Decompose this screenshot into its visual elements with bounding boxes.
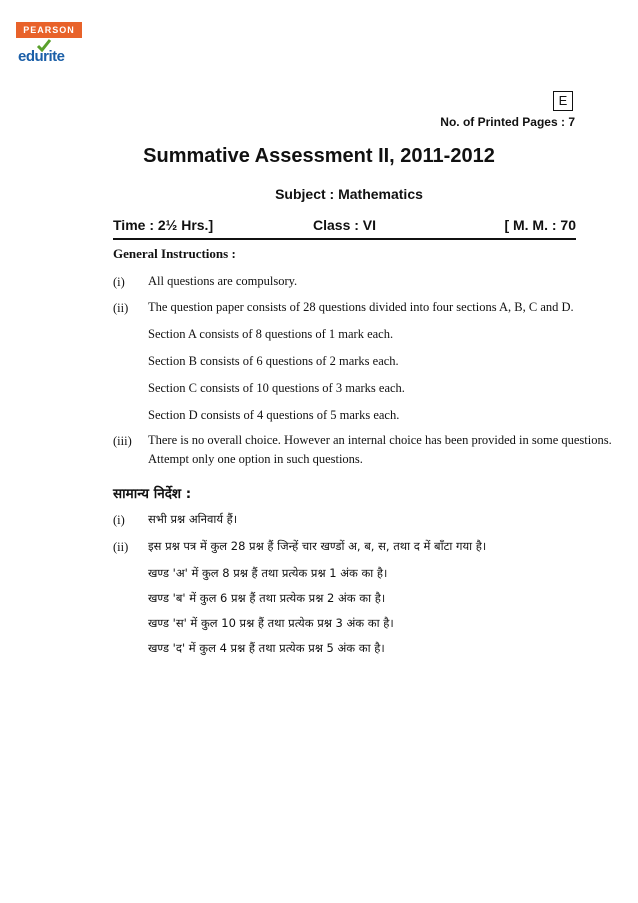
section-a-info-hindi: खण्ड 'अ' में कुल 8 प्रश्न हैं तथा प्रत्येक प्रश्न 1 अंक का है। [148,566,388,580]
section-a-info: Section A consists of 8 questions of 1 mark each. [148,327,394,341]
max-marks: [ M. M. : 70 [504,217,576,233]
instruction-text: The question paper consists of 28 questions divided into four sections A, B, C and D. [148,300,574,314]
pearson-logo: PEARSON [16,22,82,38]
section-d-info: Section D consists of 4 questions of 5 marks each. [148,408,400,422]
edurite-logo: edurite [18,48,65,65]
section-c-info: Section C consists of 10 questions of 3 marks each. [148,381,405,395]
instruction-number: (i) [113,275,125,289]
page-title: Summative Assessment II, 2011-2012 [143,145,495,167]
instruction-text: Attempt only one option in such questions. [148,452,363,466]
instruction-number: (i) [113,513,125,527]
subject-line: Subject : Mathematics [275,186,423,202]
section-d-info-hindi: खण्ड 'द' में कुल 4 प्रश्न हैं तथा प्रत्येक प्रश्न 5 अंक का है। [148,641,385,655]
instruction-text-hindi: इस प्रश्न पत्र में कुल 28 प्रश्न हैं जिन्हें चार खण्डों अ, ब, स, तथा द में बाँटा गया है। [148,539,487,553]
time-allowed: Time : 2½ Hrs.] [113,217,214,233]
instruction-text-hindi: सभी प्रश्न अनिवार्य हैं। [148,512,238,526]
general-instructions-hindi-heading: सामान्य निर्देश : [113,486,192,502]
instruction-number: (ii) [113,301,129,315]
printed-pages: No. of Printed Pages : 7 [440,115,575,129]
section-b-info: Section B consists of 6 questions of 2 marks each. [148,354,399,368]
section-c-info-hindi: खण्ड 'स' में कुल 10 प्रश्न हैं तथा प्रत्येक प्रश्न 3 अंक का है। [148,616,394,630]
section-b-info-hindi: खण्ड 'ब' में कुल 6 प्रश्न हैं तथा प्रत्येक प्रश्न 2 अंक का है। [148,591,386,605]
set-code-box: E [553,91,573,111]
header-divider [113,238,576,240]
class-label: Class : VI [313,217,377,233]
instruction-text: All questions are compulsory. [148,274,298,288]
instruction-text: There is no overall choice. However an internal choice has been provided in some questions. [148,433,612,447]
general-instructions-heading: General Instructions : [113,246,236,261]
instruction-number: (ii) [113,540,129,554]
instruction-number: (iii) [113,434,132,448]
